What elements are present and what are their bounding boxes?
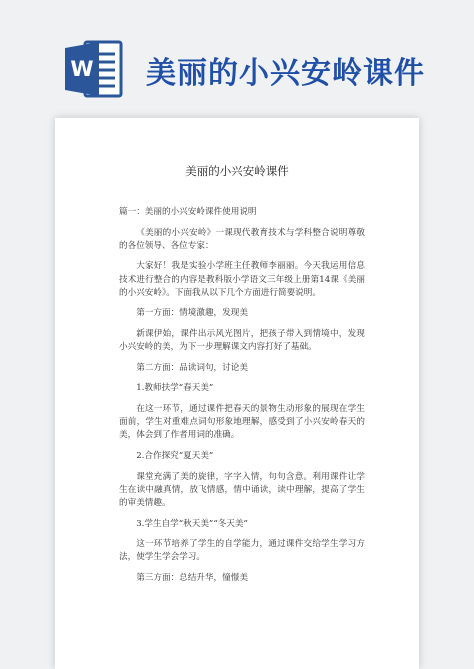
list-item-heading: 2.合作探究“夏天美” bbox=[136, 450, 214, 461]
paragraph-heading-2: 第二方面：品读词句，讨论美 bbox=[136, 362, 248, 373]
paragraph: 新课伊始，课件出示风光图片，把孩子带入到情境中，发现小兴安岭的美，为下一步理解课文内容打好了基础。 bbox=[119, 328, 365, 353]
paragraph-heading-1: 第一方面：情境激趣，发现美 bbox=[136, 308, 248, 319]
paragraph: 这一环节培养了学生的自学能力，通过课件交给学生学习方法，使学生学会学习。 bbox=[119, 539, 365, 563]
microsoft-word-icon bbox=[63, 38, 125, 100]
paragraph-heading-3: 第三方面：总结升华，憧憬美 bbox=[136, 572, 248, 583]
document-page bbox=[55, 118, 419, 669]
paragraph: 在这一环节，通过课件把春天的景物生动形象的展现在学生面前，学生对重难点词句形象地理解，感受到了小兴安岭春天的美，体会到了作者用词的准确。 bbox=[119, 403, 365, 441]
paragraph-section-heading: 篇一：美丽的小兴安岭课件使用说明 bbox=[119, 207, 257, 217]
paragraph-greeting: 大家好！我是实验小学班主任教师李丽丽。今天我运用信息技术进行整合的内容是教科版小学语文三年级上册第14课《美丽的小兴安岭》。下面我从以下几个方面进行简要说明。 bbox=[119, 261, 365, 298]
header-title: 美丽的小兴安岭课件 bbox=[146, 56, 425, 91]
svg-text:W: W bbox=[70, 57, 94, 81]
document-title: 美丽的小兴安岭课件 bbox=[185, 164, 289, 178]
list-item-heading: 3.学生自学“秋天美”“冬天美” bbox=[136, 518, 248, 529]
banner-header bbox=[0, 0, 474, 118]
paragraph-intro: 《美丽的小兴安岭》一课现代教育技术与学科整合说明尊敬的各位领导、各位专家： bbox=[119, 227, 365, 251]
paragraph: 课堂充满了美的旋律，字字入情，句句含意。利用课件让学生在读中融真情，放飞情感，情中诵读，读中理解，提高了学生的审美情趣。 bbox=[119, 471, 365, 508]
document-body bbox=[119, 206, 365, 593]
list-item-heading: 1.教师扶学“春天美” bbox=[136, 383, 214, 394]
